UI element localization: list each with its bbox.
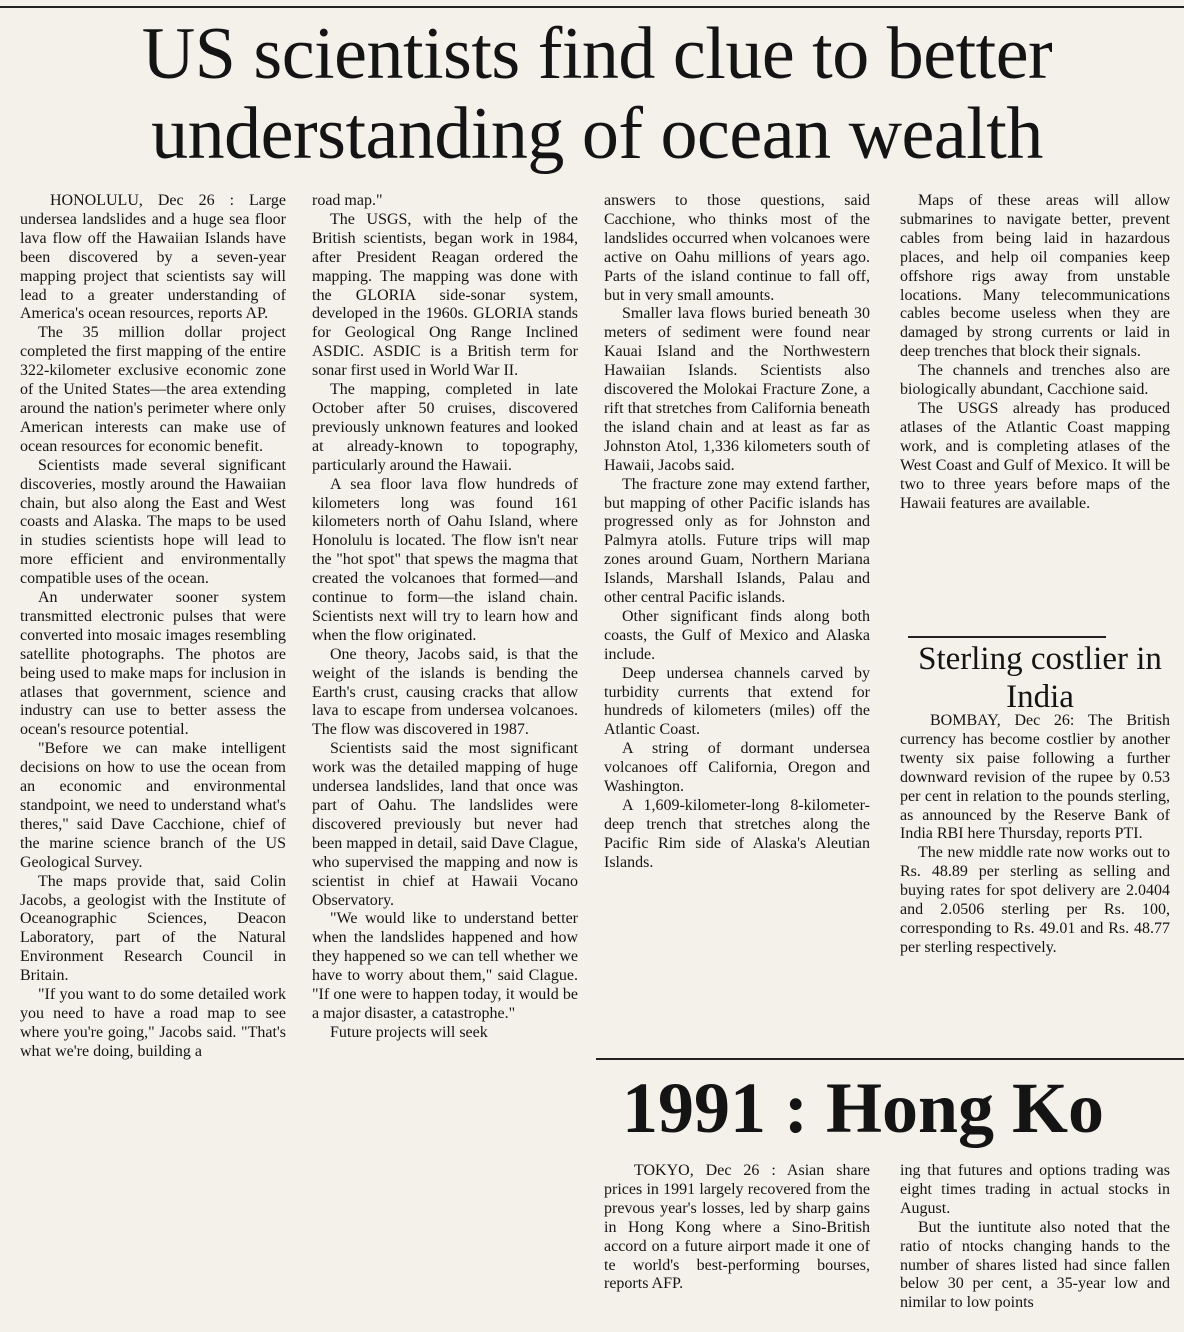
paragraph: A 1,609-kilometer-long 8-kilometer-deep trench that stretches along the Pacific Rim side of Alaska's Aleutian Islands. [604, 797, 870, 871]
paragraph: TOKYO, Dec 26 : Asian share prices in 1991 largely recovered from the prevous year's losses, led by sharp gains in Hong Kong where a Sino-British accord on a future airport made it one of te world's best-performing bourses, reports AFP. [604, 1162, 870, 1293]
paragraph: Scientists made several significant discoveries, mostly around the Hawaiian chain, but also along the East and West coasts and Alaska. The maps to be used in studies scientists hope will lead to more efficient and environmentally compatible uses of the ocean. [20, 456, 286, 588]
paragraph: A sea floor lava flow hundreds of kilometers long was found 161 kilometers north of Oahu Island, where Honolulu is located. The flow isn't near the "hot spot" that spews the magma that created the volcanoes that formed—and continue to form—the island chain. Scientists next will try to learn how and when the flow originated. [312, 475, 578, 644]
paragraph: The USGS already has produced atlases of the Atlantic Coast mapping work, and is completing atlases of the West Coast and Gulf of Mexico. It will be two to three years before maps of the Hawaii features are available. [900, 399, 1170, 512]
paragraph: An underwater sooner system transmitted electronic pulses that were converted into mosaic images resembling satellite photographs. The photos are being used to make maps for inclusion in atlases that government, science and industry can use to better assess the ocean's resource potential. [20, 589, 286, 739]
main-article-column-2 [312, 192, 578, 1332]
paragraph: HONOLULU, Dec 26 : Large undersea landslides and a huge sea floor lava flow off the Hawaiian Islands have been discovered by a seven-year mapping project that scientists say will lead to a greater understanding of America's ocean resources, reports AP. [20, 192, 286, 323]
paragraph: Smaller lava flows buried beneath 30 meters of sediment were found near Kauai Island and the Northwestern Hawaiian Islands. Scientists also discovered the Molokai Fracture Zone, a rift that stretches from California beneath the island chain and at least as far as Johnston Atol, 1,336 kilometers south of Hawaii, Jacobs said. [604, 305, 870, 474]
paragraph: Maps of these areas will allow submarines to navigate better, prevent cables from being laid in hazardous places, and help oil companies keep offshore rigs away from unstable locations. Many telecommunications cables become useless when they are damaged by strong currents or laid in deep trenches that block their signals. [900, 192, 1170, 361]
top-edge-rule [0, 0, 1184, 8]
article-divider-rule [908, 636, 1106, 638]
paragraph: The new middle rate now works out to Rs. 48.89 per sterling as selling and buying rates for spot delivery are 2.0404 and 2.0506 sterling per Rs. 100, corresponding to Rs. 49.01 and Rs. 48.77 per sterling respectively. [900, 844, 1170, 956]
hongkong-headline: 1991 : Hong Ko [622, 1068, 1105, 1148]
paragraph: The USGS, with the help of the British scientists, began work in 1984, after President Reagan ordered the mapping. The mapping was done with the GLORIA side-sonar system, developed in the 1960s. GLORIA stands for Geological Ong Range Inclined ASDIC. ASDIC is a British term for sonar first used in World War II. [312, 210, 578, 380]
paragraph: The fracture zone may extend farther, but mapping of other Pacific islands has progressed only as for Johnston and Palmyra atolls. Future trips will map zones around Guam, Northern Mariana Islands, Marshall Islands, Palau and other central Pacific islands. [604, 475, 870, 607]
sterling-headline: Sterling costlier in India [918, 641, 1162, 715]
paragraph: A string of dormant undersea volcanoes off California, Oregon and Washington. [604, 740, 870, 796]
paragraph: BOMBAY, Dec 26: The British currency has become costlier by another twenty six paise following a further downward revision of the rupee by 0.53 per cent in relation to the pounds sterling, as announced by the Reserve Bank of India RBI here Thursday, reports PTI. [900, 712, 1170, 843]
main-headline: US scientists find clue to better understanding of ocean wealth [141, 13, 1053, 175]
paragraph: The channels and trenches also are biologically abundant, Cacchione said. [900, 362, 1170, 399]
paragraph: One theory, Jacobs said, is that the weight of the islands is bending the Earth's crust, causing cracks that allow lava to escape from undersea volcanoes. The flow was discovered in 1987. [312, 645, 578, 739]
paragraph: answers to those questions, said Cacchione, who thinks most of the landslides occurred when volcanoes were active on Oahu millions of years ago. Parts of the island continue to fall off, but in very small amounts. [604, 192, 870, 304]
paragraph: But the iuntitute also noted that the ratio of ntocks changing hands to the number of shares listed had since fallen below 30 per cent, a 35-year low and nimilar to low points [900, 1218, 1170, 1312]
paragraph: "We would like to understand better when the landslides happened and how they happened so we can tell whether we have to worry about them," said Clague. "If one were to happen today, it would be a major disaster, a catastrophe." [312, 910, 578, 1022]
paragraph: Other significant finds along both coasts, the Gulf of Mexico and Alaska include. [604, 607, 870, 663]
paragraph: ing that futures and options trading was eight times trading in actual stocks in August. [900, 1162, 1170, 1217]
hongkong-article-column-1 [604, 1162, 870, 1332]
paragraph: The 35 million dollar project completed the first mapping of the entire 322-kilometer exclusive economic zone of the United States—the area extending around the nation's perimeter where only American interests can make use of ocean resources for economic benefit. [20, 324, 286, 455]
paragraph: Future projects will seek [330, 1023, 488, 1041]
main-article-column-4 [900, 192, 1170, 632]
main-article-column-3 [604, 192, 870, 1050]
paragraph: The mapping, completed in late October after 50 cruises, discovered previously unknown features and looked at already-known to topography, particularly around the Hawaii. [312, 381, 578, 474]
main-article-column-1 [20, 192, 286, 1332]
paragraph: road map." [312, 192, 383, 209]
paragraph: Deep undersea channels carved by turbidity currents that extend for hundreds of kilometers (miles) off the Atlantic Coast. [604, 664, 870, 739]
paragraph: "Before we can make intelligent decisions on how to use the ocean from an economic and environmental standpoint, we need to understand what's theres," said Dave Cacchione, chief of the marine science branch of the US Geological Survey. [20, 740, 286, 871]
sterling-article-body [900, 712, 1170, 1052]
hongkong-article-column-2 [900, 1162, 1170, 1332]
paragraph: "If you want to do some detailed work you need to have a road map to see where you're going," Jacobs said. "That's what we're doing, building a [20, 986, 286, 1060]
paragraph: Scientists said the most significant work was the detailed mapping of huge undersea landslides, land that once was part of Oahu. The landslides were discovered previously but never had been mapped in detail, said Dave Clague, who supervised the mapping and now is scientist in chief at Hawaii Vocano Observatory. [312, 740, 578, 909]
article-divider-rule [596, 1058, 1184, 1060]
paragraph: The maps provide that, said Colin Jacobs, a geologist with the Institute of Oceanographic Sciences, Deacon Laboratory, part of the Natural Environment Research Council in Britain. [20, 872, 286, 985]
